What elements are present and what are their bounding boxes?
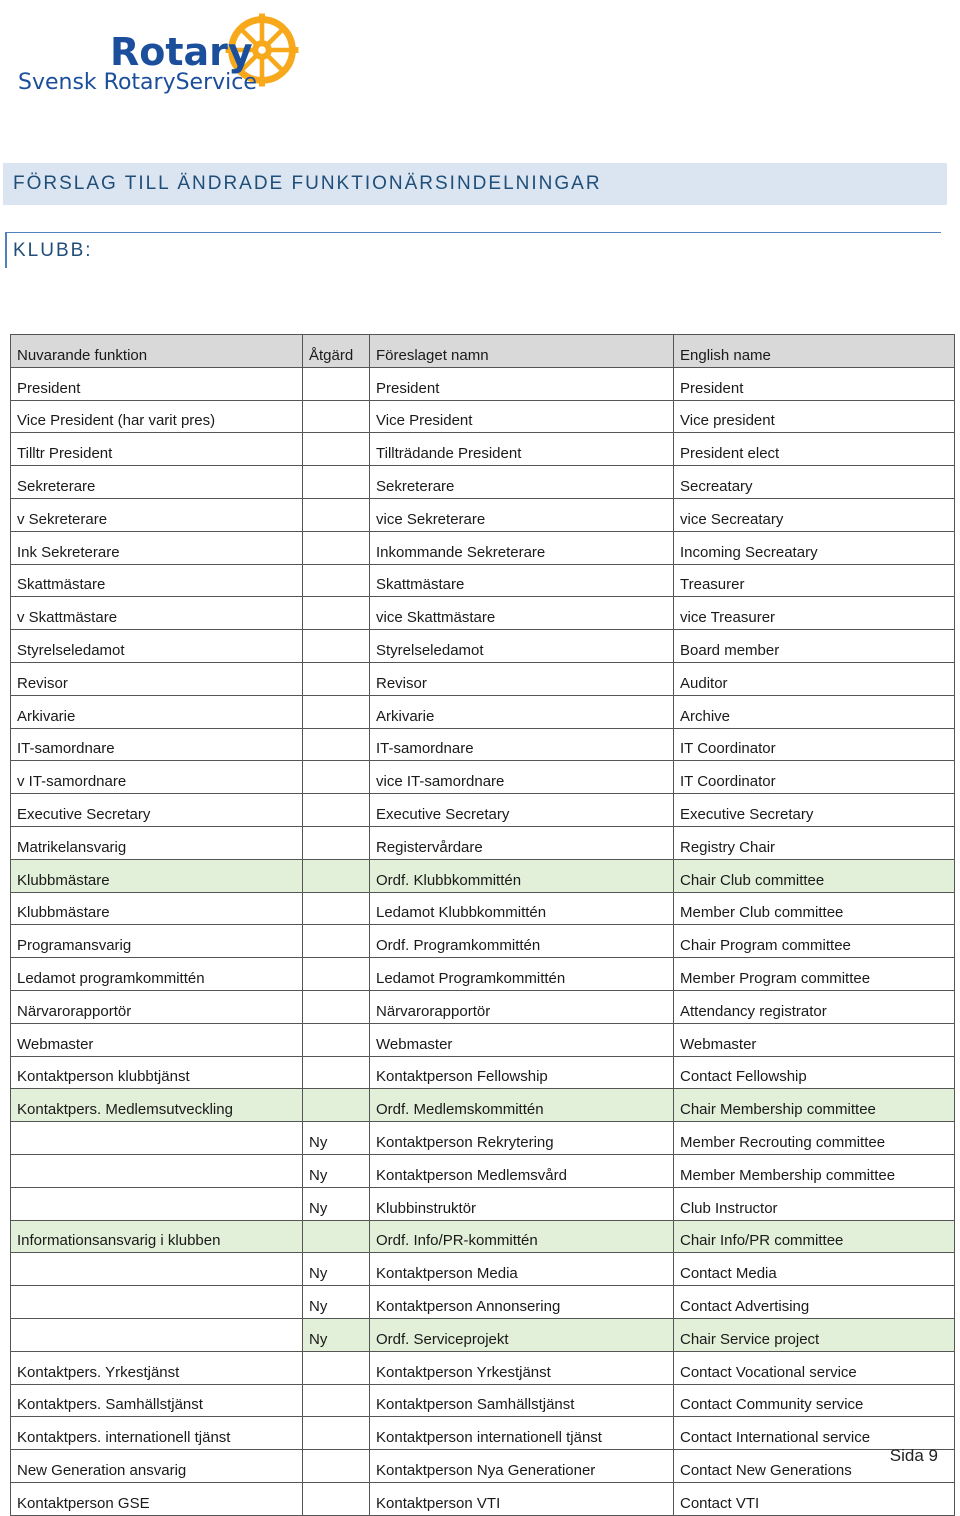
cell-proposed-name: Webmaster [370,1023,674,1056]
cell-proposed-name: Ordf. Programkommittén [370,925,674,958]
cell-current-function: v IT-samordnare [11,761,303,794]
header-current-function: Nuvarande funktion [11,335,303,368]
cell-proposed-name: Registervårdare [370,826,674,859]
cell-current-function: v Skattmästare [11,597,303,630]
cell-proposed-name: Inkommande Sekreterare [370,531,674,564]
cell-current-function: Webmaster [11,1023,303,1056]
cell-action [303,498,370,531]
cell-current-function: New Generation ansvarig [11,1450,303,1483]
cell-current-function: Ink Sekreterare [11,531,303,564]
cell-action [303,630,370,663]
cell-english-name: Archive [674,695,955,728]
cell-proposed-name: Ordf. Info/PR-kommittén [370,1220,674,1253]
cell-action [303,466,370,499]
cell-proposed-name: vice IT-samordnare [370,761,674,794]
cell-action [303,1417,370,1450]
cell-english-name: Member Membership committee [674,1154,955,1187]
table-row [11,1122,955,1155]
table-row [11,1089,955,1122]
cell-proposed-name: Vice President [370,400,674,433]
table-row [11,662,955,695]
cell-current-function: Styrelseledamot [11,630,303,663]
table-row [11,1056,955,1089]
table-row [11,1187,955,1220]
table-row [11,433,955,466]
cell-action: Ny [303,1122,370,1155]
cell-current-function: Kontaktpers. Yrkestjänst [11,1351,303,1384]
cell-english-name: Member Recrouting committee [674,1122,955,1155]
cell-english-name: Contact Community service [674,1384,955,1417]
table-row [11,761,955,794]
cell-current-function: Informationsansvarig i klubben [11,1220,303,1253]
cell-proposed-name: Kontaktperson VTI [370,1482,674,1515]
cell-current-function [11,1318,303,1351]
cell-english-name: Auditor [674,662,955,695]
cell-action [303,1089,370,1122]
cell-proposed-name: Executive Secretary [370,794,674,827]
cell-english-name: Contact International service [674,1417,955,1450]
cell-current-function: Sekreterare [11,466,303,499]
cell-action [303,1220,370,1253]
cell-proposed-name: Sekreterare [370,466,674,499]
cell-action [303,695,370,728]
cell-current-function [11,1253,303,1286]
cell-action [303,761,370,794]
cell-english-name: Contact VTI [674,1482,955,1515]
page-number: Sida 9 [889,1446,938,1465]
table-row [11,1351,955,1384]
cell-english-name: President [674,367,955,400]
table-row [11,990,955,1023]
cell-action: Ny [303,1154,370,1187]
cell-current-function: v Sekreterare [11,498,303,531]
cell-action [303,1384,370,1417]
cell-current-function: Klubbmästare [11,892,303,925]
table-row [11,1318,955,1351]
cell-english-name: Chair Club committee [674,859,955,892]
cell-current-function: IT-samordnare [11,728,303,761]
cell-english-name: vice Treasurer [674,597,955,630]
table-row [11,367,955,400]
table-row [11,1384,955,1417]
cell-proposed-name: Tillträdande President [370,433,674,466]
cell-proposed-name: Kontaktperson Yrkestjänst [370,1351,674,1384]
table-header-row [11,335,955,368]
cell-action: Ny [303,1286,370,1319]
cell-current-function: Revisor [11,662,303,695]
cell-current-function: Kontaktperson GSE [11,1482,303,1515]
cell-current-function: Tilltr President [11,433,303,466]
cell-english-name: Attendancy registrator [674,990,955,1023]
cell-current-function [11,1187,303,1220]
cell-action [303,794,370,827]
table-row [11,826,955,859]
cell-proposed-name: President [370,367,674,400]
cell-english-name: Chair Membership committee [674,1089,955,1122]
table-row [11,695,955,728]
cell-proposed-name: IT-samordnare [370,728,674,761]
table-row [11,794,955,827]
table-row [11,630,955,663]
cell-proposed-name: vice Skattmästare [370,597,674,630]
cell-action [303,728,370,761]
cell-english-name: Board member [674,630,955,663]
cell-action [303,826,370,859]
cell-english-name: Chair Program committee [674,925,955,958]
cell-action [303,367,370,400]
cell-english-name: Webmaster [674,1023,955,1056]
table-row [11,958,955,991]
cell-action [303,1482,370,1515]
cell-current-function: Skattmästare [11,564,303,597]
table-row [11,1023,955,1056]
cell-english-name: Member Program committee [674,958,955,991]
cell-proposed-name: Ordf. Medlemskommittén [370,1089,674,1122]
cell-action [303,990,370,1023]
cell-english-name: Incoming Secreatary [674,531,955,564]
cell-action: Ny [303,1318,370,1351]
cell-proposed-name: Klubbinstruktör [370,1187,674,1220]
table-row [11,728,955,761]
cell-action [303,531,370,564]
cell-english-name: Contact Media [674,1253,955,1286]
cell-current-function: Arkivarie [11,695,303,728]
table-row [11,531,955,564]
cell-action [303,1023,370,1056]
cell-proposed-name: Kontaktperson Medlemsvård [370,1154,674,1187]
cell-proposed-name: Kontaktperson internationell tjänst [370,1417,674,1450]
cell-english-name: Club Instructor [674,1187,955,1220]
cell-current-function: Kontaktpers. Samhällstjänst [11,1384,303,1417]
table-row [11,400,955,433]
cell-action [303,1056,370,1089]
cell-proposed-name: Kontaktperson Fellowship [370,1056,674,1089]
cell-current-function: Ledamot programkommittén [11,958,303,991]
table-row [11,892,955,925]
table-row [11,1154,955,1187]
cell-action [303,597,370,630]
cell-current-function: Kontaktpers. Medlemsutveckling [11,1089,303,1122]
cell-english-name: Contact Advertising [674,1286,955,1319]
cell-english-name: Executive Secretary [674,794,955,827]
table-row [11,1286,955,1319]
logo-wordmark: Rotary [110,30,253,74]
table-row [11,1220,955,1253]
cell-current-function: President [11,367,303,400]
section-heading: KLUBB: [13,240,93,261]
cell-current-function: Kontaktperson klubbtjänst [11,1056,303,1089]
cell-current-function: Executive Secretary [11,794,303,827]
cell-english-name: Contact New Generations [674,1450,955,1483]
cell-proposed-name: Ledamot Klubbkommittén [370,892,674,925]
cell-proposed-name: Kontaktperson Rekrytering [370,1122,674,1155]
logo-subtitle: Svensk RotaryService [18,70,257,95]
cell-action: Ny [303,1187,370,1220]
cell-current-function: Matrikelansvarig [11,826,303,859]
cell-english-name: Chair Service project [674,1318,955,1351]
cell-action: Ny [303,1253,370,1286]
cell-english-name: Contact Vocational service [674,1351,955,1384]
cell-action [303,1351,370,1384]
table-row [11,859,955,892]
cell-english-name: President elect [674,433,955,466]
cell-current-function: Klubbmästare [11,859,303,892]
cell-english-name: Secreatary [674,466,955,499]
cell-action [303,564,370,597]
cell-action [303,925,370,958]
cell-proposed-name: Kontaktperson Samhällstjänst [370,1384,674,1417]
cell-proposed-name: Skattmästare [370,564,674,597]
cell-current-function [11,1154,303,1187]
table-row [11,466,955,499]
cell-proposed-name: Arkivarie [370,695,674,728]
cell-current-function [11,1286,303,1319]
cell-action [303,662,370,695]
table-row [11,1417,955,1450]
cell-english-name: IT Coordinator [674,761,955,794]
header-proposed-name: Föreslaget namn [370,335,674,368]
table-row [11,1253,955,1286]
cell-current-function [11,1122,303,1155]
cell-current-function: Vice President (har varit pres) [11,400,303,433]
cell-current-function: Kontaktpers. internationell tjänst [11,1417,303,1450]
table-row [11,498,955,531]
cell-proposed-name: Ledamot Programkommittén [370,958,674,991]
cell-english-name: Contact Fellowship [674,1056,955,1089]
cell-action [303,400,370,433]
page-title-bar [3,163,947,205]
page-title: FÖRSLAG TILL ÄNDRADE FUNKTIONÄRSINDELNINGAR [13,173,602,194]
cell-action [303,892,370,925]
cell-english-name: Treasurer [674,564,955,597]
cell-action [303,433,370,466]
cell-english-name: vice Secreatary [674,498,955,531]
cell-english-name: Vice president [674,400,955,433]
cell-action [303,958,370,991]
cell-english-name: Registry Chair [674,826,955,859]
table-row [11,597,955,630]
cell-current-function: Närvarorapportör [11,990,303,1023]
header-action: Åtgärd [303,335,370,368]
header-english-name: English name [674,335,955,368]
cell-english-name: Member Club committee [674,892,955,925]
roles-table [10,334,955,1516]
cell-english-name: IT Coordinator [674,728,955,761]
table-row [11,1482,955,1515]
cell-english-name: Chair Info/PR committee [674,1220,955,1253]
cell-proposed-name: Kontaktperson Media [370,1253,674,1286]
cell-proposed-name: Närvarorapportör [370,990,674,1023]
cell-proposed-name: Styrelseledamot [370,630,674,663]
cell-proposed-name: Ordf. Klubbkommittén [370,859,674,892]
cell-action [303,859,370,892]
cell-proposed-name: Revisor [370,662,674,695]
table-row [11,564,955,597]
rotary-logo [18,12,308,102]
cell-proposed-name: Kontaktperson Annonsering [370,1286,674,1319]
cell-proposed-name: Ordf. Serviceprojekt [370,1318,674,1351]
table-row [11,925,955,958]
cell-proposed-name: vice Sekreterare [370,498,674,531]
cell-current-function: Programansvarig [11,925,303,958]
cell-proposed-name: Kontaktperson Nya Generationer [370,1450,674,1483]
section-heading-bar [5,232,941,268]
